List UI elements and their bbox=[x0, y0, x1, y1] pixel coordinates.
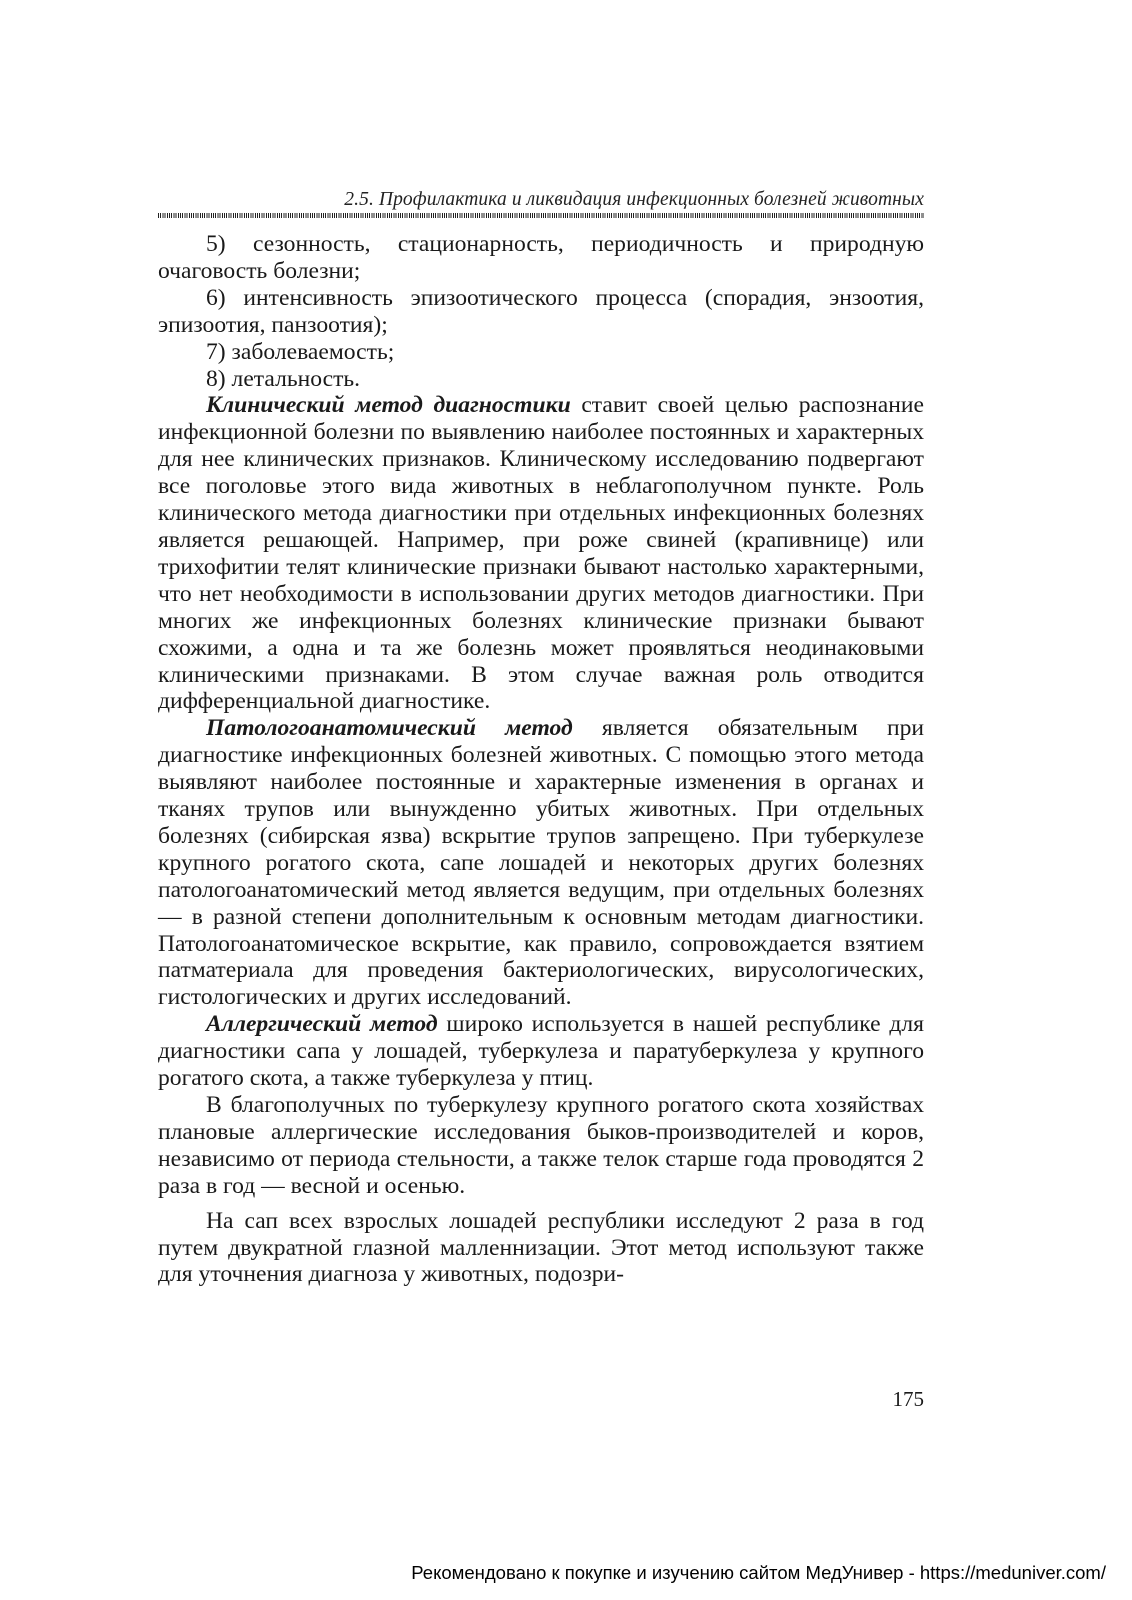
paragraph-glanders-screening: На сап всех взрослых лошадей республики исследуют 2 раза в год путем двукратной глазной малленнизации. Этот метод используют также для уточнения диагноза у животных, подозри- bbox=[158, 1207, 924, 1288]
footer-recommendation: Рекомендовано к покупке и изучению сайтом МедУнивер - https://meduniver.com/ bbox=[411, 1562, 1106, 1583]
list-item-7: 7) заболеваемость; bbox=[206, 338, 395, 365]
page-body bbox=[158, 231, 924, 1288]
term-pathoanatomical-method: Патологоанатомический метод bbox=[206, 715, 573, 742]
running-header: 2.5. Профилактика и ликвидация инфекционных болезней животных bbox=[344, 189, 924, 210]
list-item-5: 5) сезонность, стационарность, периодичность и природную очаговость болезни; bbox=[158, 231, 924, 284]
page-number: 175 bbox=[892, 1387, 924, 1411]
paragraph-pathoanatomical-method bbox=[158, 715, 924, 1011]
header-rule bbox=[158, 213, 924, 218]
list-item-6: 6) интенсивность эпизоотического процесса (спорадия, энзоотия, эпизоотия, панзоотия); bbox=[158, 284, 924, 338]
paragraph-allergic-method-text: широко используется в нашей республике для диагностики сапа у лошадей, туберкулеза и паратуберкулеза у крупного рогатого скота, а также туберкулеза у птиц. bbox=[158, 1011, 924, 1092]
term-allergic-method: Аллергический метод bbox=[206, 1011, 438, 1038]
term-clinical-method: Клинический метод диагностики bbox=[206, 392, 571, 419]
paragraph-pathoanatomical-method-text: является обязательным при диагностике инфекционных болезней животных. С помощью этого метода выявляют наиболее постоянные и характерные изменения в органах и тканях трупов или вынужденно убитых животных. При отдельных болезнях (сибирская язва) вскрытие трупов запрещено. При туберкулезе крупного рогатого скота, сапе лошадей и некоторых других болезнях патологоанатомический метод является ведущим, при отдельных болезнях — в разной степени дополнительным к основным методам диагностики. Патологоанатомическое вскрытие, как правило, сопровождается взятием патматериала для проведения бактериологических, вирусологических, гистологических и других исследований. bbox=[158, 715, 925, 1011]
paragraph-clinical-method-text: ставит своей целью распознание инфекционной болезни по выявлению наиболее постоянных и характерных для нее клинических признаков. Клиническому исследованию подвергают все поголовье этого вида животных в неблагополучном пункте. Роль клинического метода диагностики при отдельных инфекционных болезнях является решающей. Например, при роже свиней (крапивнице) или трихофитии телят клинические признаки бывают настолько характерными, что нет необходимости в использовании других методов диагностики. При многих же инфекционных болезнях клинические признаки бывают схожими, а одна и та же болезнь может проявляться неодинаковыми клиническими признаками. В этом случае важная роль отводится дифференциальной диагностике. bbox=[158, 392, 924, 715]
paragraph-allergic-method bbox=[158, 1011, 924, 1092]
paragraph-tuberculosis-screening: В благополучных по туберкулезу крупного рогатого скота хозяйствах плановые аллергические исследования быков-производителей и коров, независимо от периода стельности, а также телок старше года проводятся 2 раза в год — весной и осенью. bbox=[158, 1092, 924, 1199]
paragraph-clinical-method bbox=[158, 392, 924, 715]
list-item-8: 8) летальность. bbox=[206, 365, 361, 392]
